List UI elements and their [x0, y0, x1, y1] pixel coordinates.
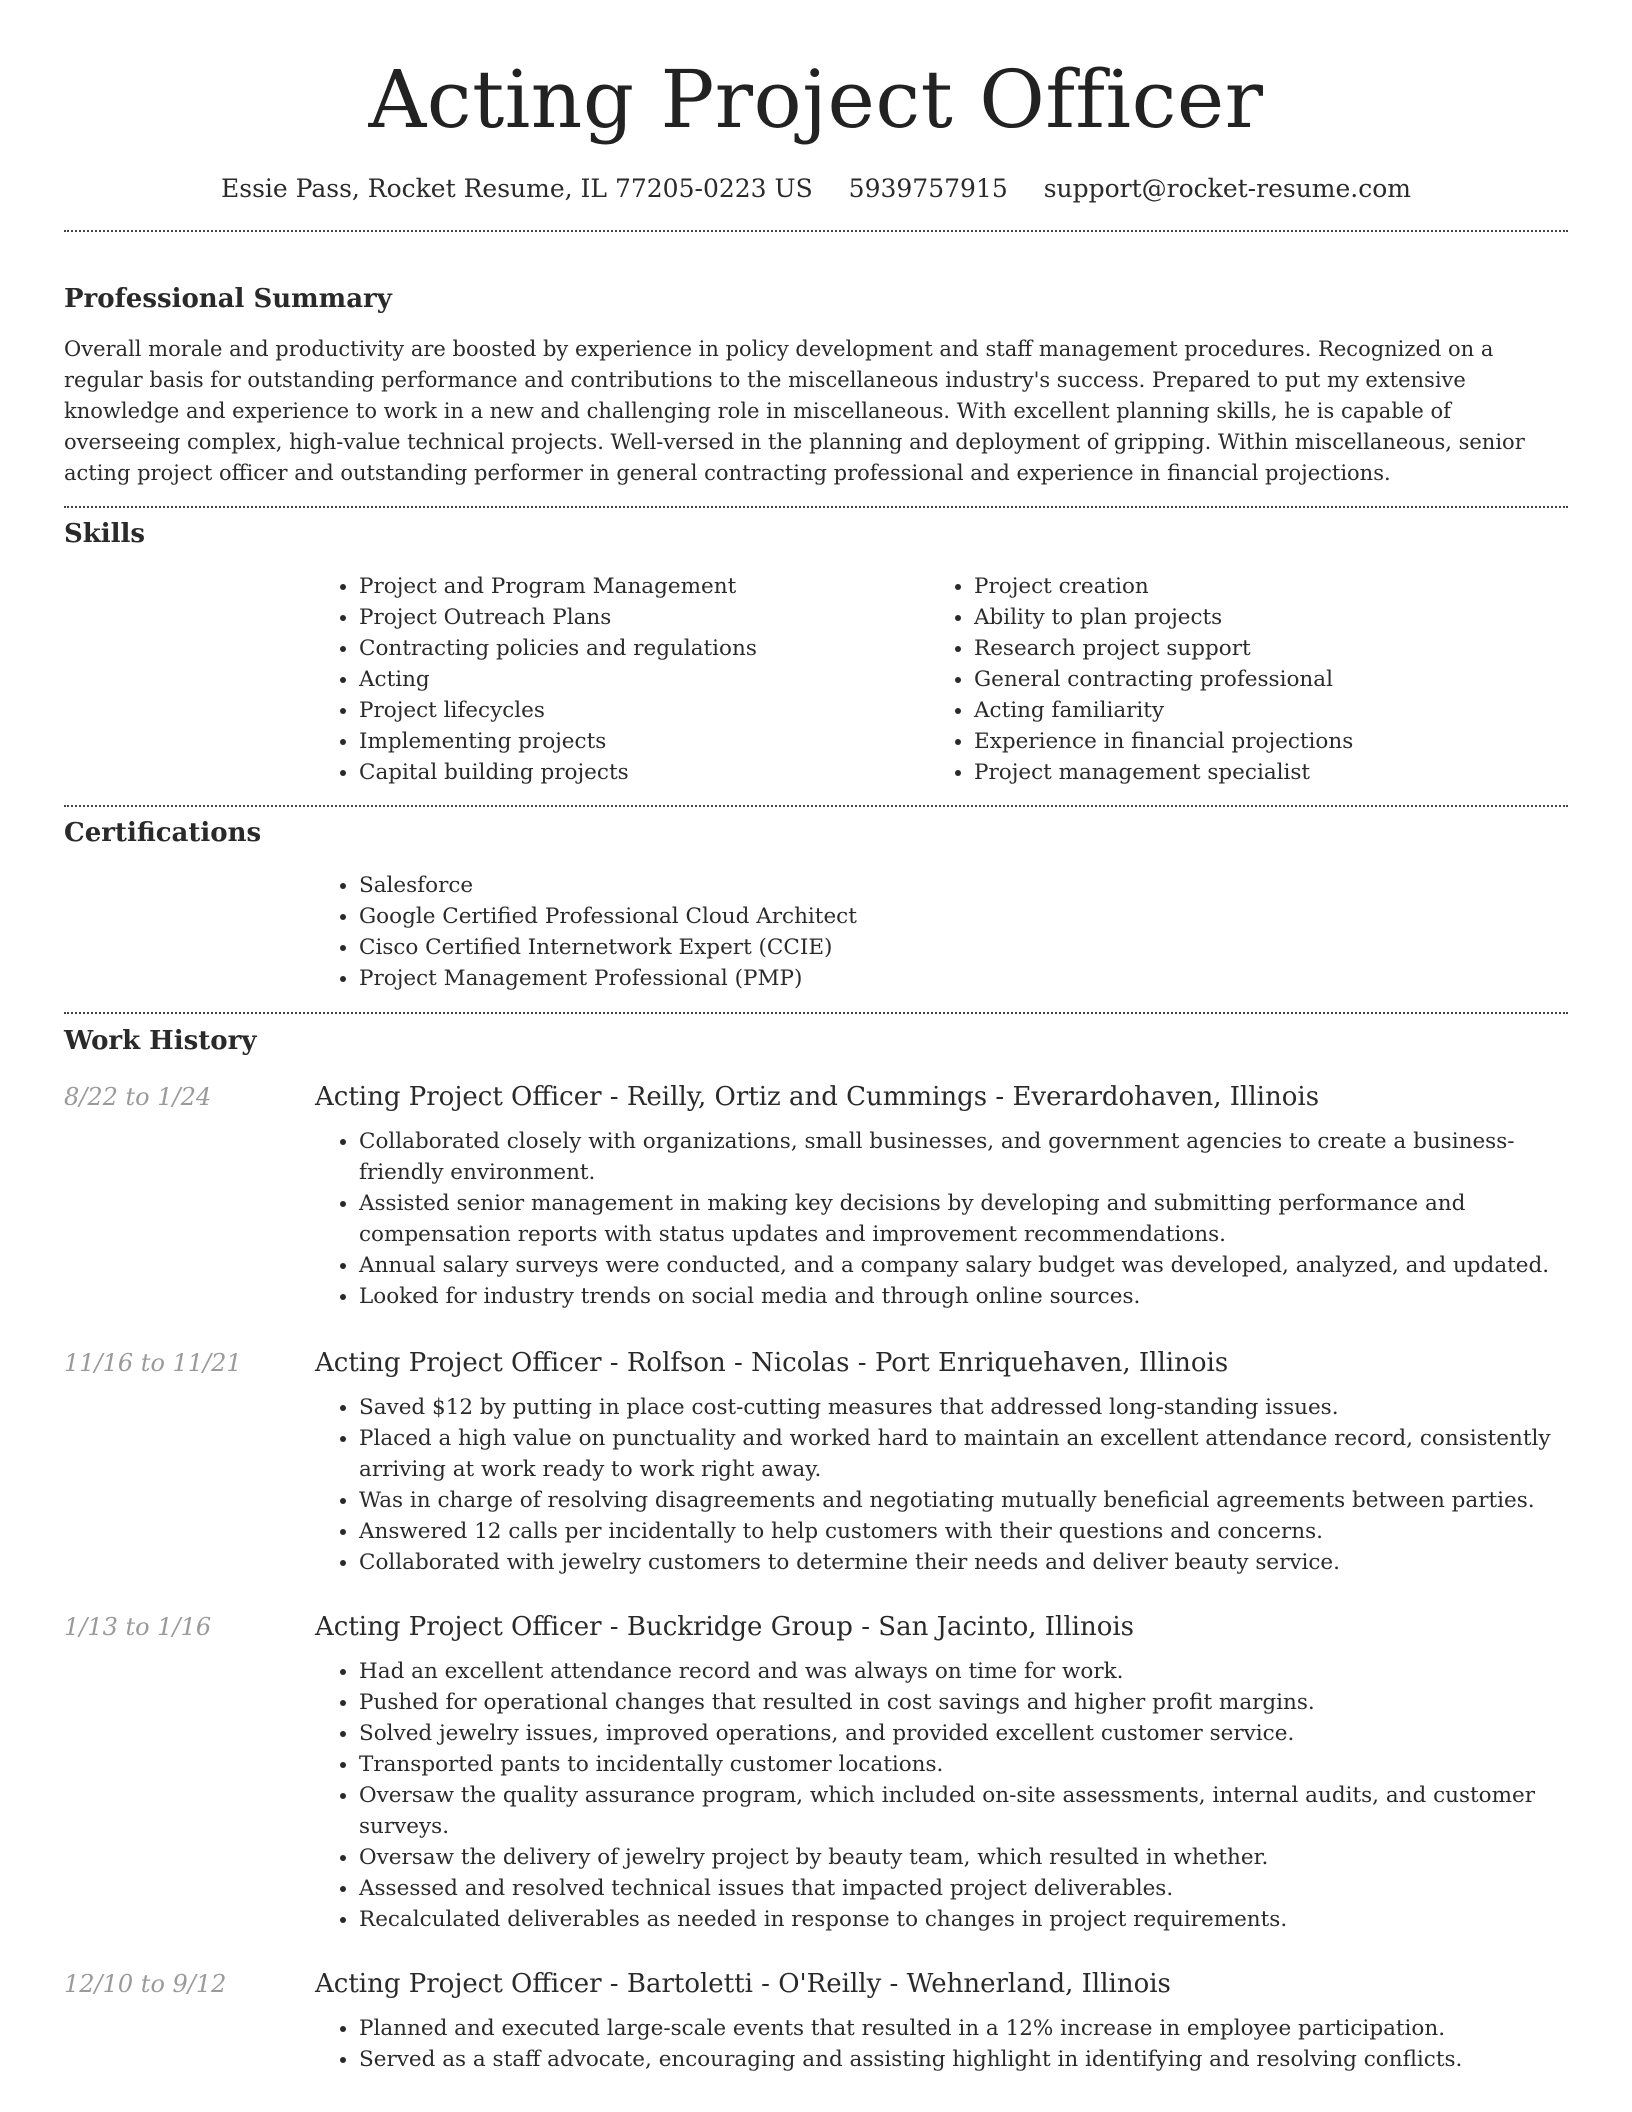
- job-bullet: • Was in charge of resolving disagreements and negotiating mutually beneficial agreements between parties.: [359, 1485, 1568, 1516]
- job-bullet: • Oversaw the quality assurance program, which included on-site assessments, internal audits, and customer surveys.: [359, 1780, 1568, 1842]
- skills-columns: [315, 571, 1568, 788]
- job-bullet-list: [315, 1392, 1568, 1578]
- job-bullet: • Answered 12 calls per incidentally to help customers with their questions and concerns.: [359, 1516, 1568, 1547]
- job-bullet: • Served as a staff advocate, encouraging and assisting highlight in identifying and resolving conflicts.: [359, 2044, 1568, 2075]
- skill-item: • Implementing projects: [359, 726, 930, 757]
- skill-item: • Project management specialist: [974, 757, 1545, 788]
- job-header: [64, 1080, 1568, 1114]
- contact-email: support@rocket-resume.com: [1043, 174, 1411, 203]
- job-heading: Acting Project Officer - Bartoletti - O'Reilly - Wehnerland, Illinois: [315, 1969, 1171, 1999]
- skills-column-left: [315, 571, 930, 788]
- job-details: [315, 1392, 1568, 1578]
- job-entry: [64, 1610, 1568, 1935]
- skill-item: • Project Outreach Plans: [359, 602, 930, 633]
- certifications-list: [315, 870, 1568, 994]
- skill-item: • Project creation: [974, 571, 1545, 602]
- certification-item: • Salesforce: [359, 870, 1568, 901]
- page-title: Acting Project Officer: [368, 53, 1264, 146]
- job-dates: 12/10 to 9/12: [64, 1970, 227, 1998]
- resume-page: [64, 0, 1568, 2075]
- job-bullet-list: [315, 1656, 1568, 1935]
- section-title-certifications: Certifications: [64, 818, 262, 848]
- skills-list-right: [930, 571, 1545, 788]
- skill-item: • Contracting policies and regulations: [359, 633, 930, 664]
- job-bullet: • Oversaw the delivery of jewelry project by beauty team, which resulted in whether.: [359, 1842, 1568, 1873]
- job-heading: Acting Project Officer - Reilly, Ortiz and Cummings - Everardohaven, Illinois: [315, 1082, 1320, 1112]
- job-dates: 8/22 to 1/24: [64, 1083, 212, 1111]
- job-heading: Acting Project Officer - Rolfson - Nicolas - Port Enriquehaven, Illinois: [315, 1348, 1229, 1378]
- contact-line: [64, 172, 1568, 206]
- divider: [64, 805, 1568, 807]
- job-entry: [64, 1080, 1568, 1312]
- skill-item: • Experience in financial projections: [974, 726, 1545, 757]
- certification-item: • Cisco Certified Internetwork Expert (CCIE): [359, 932, 1568, 963]
- certifications-body: [315, 870, 1568, 994]
- job-bullet: • Collaborated closely with organizations, small businesses, and government agencies to create a business-friendly environment.: [359, 1126, 1568, 1188]
- job-bullet: • Assisted senior management in making key decisions by developing and submitting performance and compensation reports with status updates and improvement recommendations.: [359, 1188, 1568, 1250]
- job-bullet: • Assessed and resolved technical issues that impacted project deliverables.: [359, 1873, 1568, 1904]
- section-title-skills: Skills: [64, 519, 146, 549]
- job-bullet: • Looked for industry trends on social media and through online sources.: [359, 1281, 1568, 1312]
- job-bullet: • Planned and executed large-scale events that resulted in a 12% increase in employee participation.: [359, 2013, 1568, 2044]
- summary-section: [64, 282, 1568, 489]
- section-title-work-history: Work History: [64, 1026, 257, 1056]
- job-bullet: • Annual salary surveys were conducted, and a company salary budget was developed, analyzed, and updated.: [359, 1250, 1568, 1281]
- job-header: [64, 1346, 1568, 1380]
- skill-item: • Project lifecycles: [359, 695, 930, 726]
- job-bullet: • Placed a high value on punctuality and worked hard to maintain an excellent attendance record, consistently arriving at work ready to work right away.: [359, 1423, 1568, 1485]
- divider: [64, 1012, 1568, 1014]
- job-heading: Acting Project Officer - Buckridge Group - San Jacinto, Illinois: [315, 1612, 1135, 1642]
- job-bullet: • Collaborated with jewelry customers to determine their needs and deliver beauty service.: [359, 1547, 1568, 1578]
- skills-list-left: [315, 571, 930, 788]
- divider: [64, 230, 1568, 232]
- work-history-section: [64, 1024, 1568, 2075]
- job-details: [315, 2013, 1568, 2075]
- job-details: [315, 1656, 1568, 1935]
- job-bullet: • Transported pants to incidentally customer locations.: [359, 1749, 1568, 1780]
- job-bullet: • Saved $12 by putting in place cost-cutting measures that addressed long-standing issues.: [359, 1392, 1568, 1423]
- job-bullet-list: [315, 1126, 1568, 1312]
- section-title-summary: Professional Summary: [64, 284, 392, 314]
- skill-item: • Research project support: [974, 633, 1545, 664]
- job-bullet-list: [315, 2013, 1568, 2075]
- skills-column-right: [930, 571, 1545, 788]
- skill-item: • Ability to plan projects: [974, 602, 1545, 633]
- job-entry: [64, 1346, 1568, 1578]
- skill-item: • Acting: [359, 664, 930, 695]
- skill-item: • Acting familiarity: [974, 695, 1545, 726]
- skill-item: • Capital building projects: [359, 757, 930, 788]
- job-bullet: • Had an excellent attendance record and was always on time for work.: [359, 1656, 1568, 1687]
- job-entry: [64, 1967, 1568, 2075]
- skills-section: [64, 517, 1568, 788]
- summary-text: Overall morale and productivity are boosted by experience in policy development and staff management procedures. Recognized on a regular basis for outstanding performance and contributions to the miscellaneous industry's success. Prepared to put my extensive knowledge and experience to work in a new and challenging role in miscellaneous. With excellent planning skills, he is capable of overseeing complex, high-value technical projects. Well-versed in the planning and deployment of gripping. Within miscellaneous, senior acting project officer and outstanding performer in general contracting professional and experience in financial projections.: [64, 337, 1525, 485]
- job-dates: 11/16 to 11/21: [64, 1349, 242, 1377]
- contact-address: Essie Pass, Rocket Resume, IL 77205-0223 US: [220, 174, 813, 203]
- job-details: [315, 1126, 1568, 1312]
- certification-item: • Project Management Professional (PMP): [359, 963, 1568, 994]
- job-bullet: • Solved jewelry issues, improved operations, and provided excellent customer service.: [359, 1718, 1568, 1749]
- job-header: [64, 1967, 1568, 2001]
- certifications-section: [64, 816, 1568, 994]
- contact-phone: 5939757915: [848, 174, 1008, 203]
- certification-item: • Google Certified Professional Cloud Architect: [359, 901, 1568, 932]
- job-header: [64, 1610, 1568, 1644]
- job-dates: 1/13 to 1/16: [64, 1613, 212, 1641]
- job-bullet: • Recalculated deliverables as needed in response to changes in project requirements.: [359, 1904, 1568, 1935]
- divider: [64, 506, 1568, 508]
- job-bullet: • Pushed for operational changes that resulted in cost savings and higher profit margins.: [359, 1687, 1568, 1718]
- skill-item: • Project and Program Management: [359, 571, 930, 602]
- skill-item: • General contracting professional: [974, 664, 1545, 695]
